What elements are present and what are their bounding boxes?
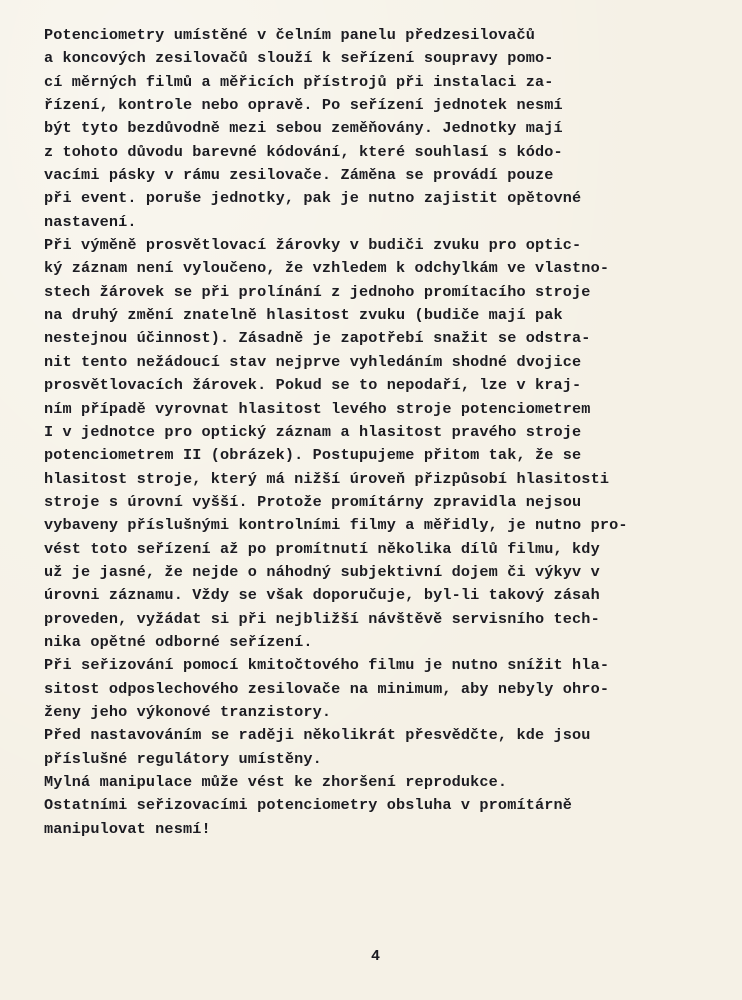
text-line: z tohoto důvodu barevné kódování, které souhlasí s kódo- <box>44 142 563 161</box>
text-line: vybaveny příslušnými kontrolními filmy a měřidly, je nutno pro- <box>44 516 628 535</box>
text-line: proveden, vyžádat si při nejbližší návštěvě servisního tech- <box>44 609 600 628</box>
text-line: a koncových zesilovačů slouží k seřízení soupravy pomo- <box>44 49 554 68</box>
text-line: potenciometrem II (obrázek). Postupujeme přitom tak, že se <box>44 446 582 465</box>
text-line: být tyto bezdůvodně mezi sebou zeměňovány. Jednotky mají <box>44 119 563 138</box>
text-line: Při seřizování pomocí kmitočtového filmu je nutno snížit hla- <box>44 656 610 675</box>
text-line: hlasitost stroje, který má nižší úroveň přizpůsobí hlasitosti <box>44 469 610 488</box>
text-line: vacími pásky v rámu zesilovače. Záměna se provádí pouze <box>44 166 554 185</box>
text-line: Potenciometry umístěné v čelním panelu předzesilovačů <box>44 26 535 44</box>
text-line: ním případě vyrovnat hlasitost levého stroje potenciometrem <box>44 399 591 418</box>
text-line: manipulovat nesmí! <box>44 819 211 838</box>
text-line: I v jednotce pro optický záznam a hlasitost pravého stroje <box>44 422 582 441</box>
text-line: příslušné regulátory umístěny. <box>44 749 322 768</box>
text-line: stroje s úrovní vyšší. Protože promítárny zpravidla nejsou <box>44 492 582 511</box>
page-number: 4 <box>371 948 381 965</box>
text-line: nit tento nežádoucí stav nejprve vyhledáním shodné dvojice <box>44 352 582 371</box>
text-line: Mylná manipulace může vést ke zhoršení reprodukce. <box>44 773 508 791</box>
text-line: Ostatními seřizovacími potenciometry obsluha v promítárně <box>44 796 573 815</box>
text-line: stech žárovek se při prolínání z jednoho promítacího stroje <box>44 282 591 301</box>
text-line: ženy jeho výkonové tranzistory. <box>44 702 332 721</box>
text-line: vést toto seřízení až po promítnutí několika dílů filmu, kdy <box>44 539 600 558</box>
text-line: Při výměně prosvětlovací žárovky v budiči zvuku pro optic- <box>44 236 582 255</box>
text-line: úrovni záznamu. Vždy se však doporučuje, byl-li takový zásah <box>44 586 600 605</box>
text-line: nika opětné odborné seřízení. <box>44 632 313 651</box>
text-line: řízení, kontrole nebo opravě. Po seřízení jednotek nesmí <box>44 96 563 115</box>
text-line: nestejnou účinnost). Zásadně je zapotřebí snažit se odstra- <box>44 329 591 348</box>
text-line: Před nastavováním se raději několikrát přesvědčte, kde jsou <box>44 726 591 745</box>
body-text <box>44 24 709 841</box>
text-line: ký záznam není vyloučeno, že vzhledem k odchylkám ve vlastno- <box>44 259 610 278</box>
text-line: už je jasné, že nejde o náhodný subjektivní dojem či výkyv v <box>44 562 600 581</box>
text-line: na druhý změní znatelně hlasitost zvuku (budiče mají pak <box>44 306 563 325</box>
text-line: při event. poruše jednotky, pak je nutno zajistit opětovné <box>44 189 582 208</box>
text-line: prosvětlovacích žárovek. Pokud se to nepodaří, lze v kraj- <box>44 376 582 395</box>
text-line: sitost odposlechového zesilovače na minimum, aby nebyly ohro- <box>44 679 610 698</box>
text-line: nastavení. <box>44 212 137 231</box>
text-line: cí měrných filmů a měřicích přístrojů při instalaci za- <box>44 72 554 91</box>
